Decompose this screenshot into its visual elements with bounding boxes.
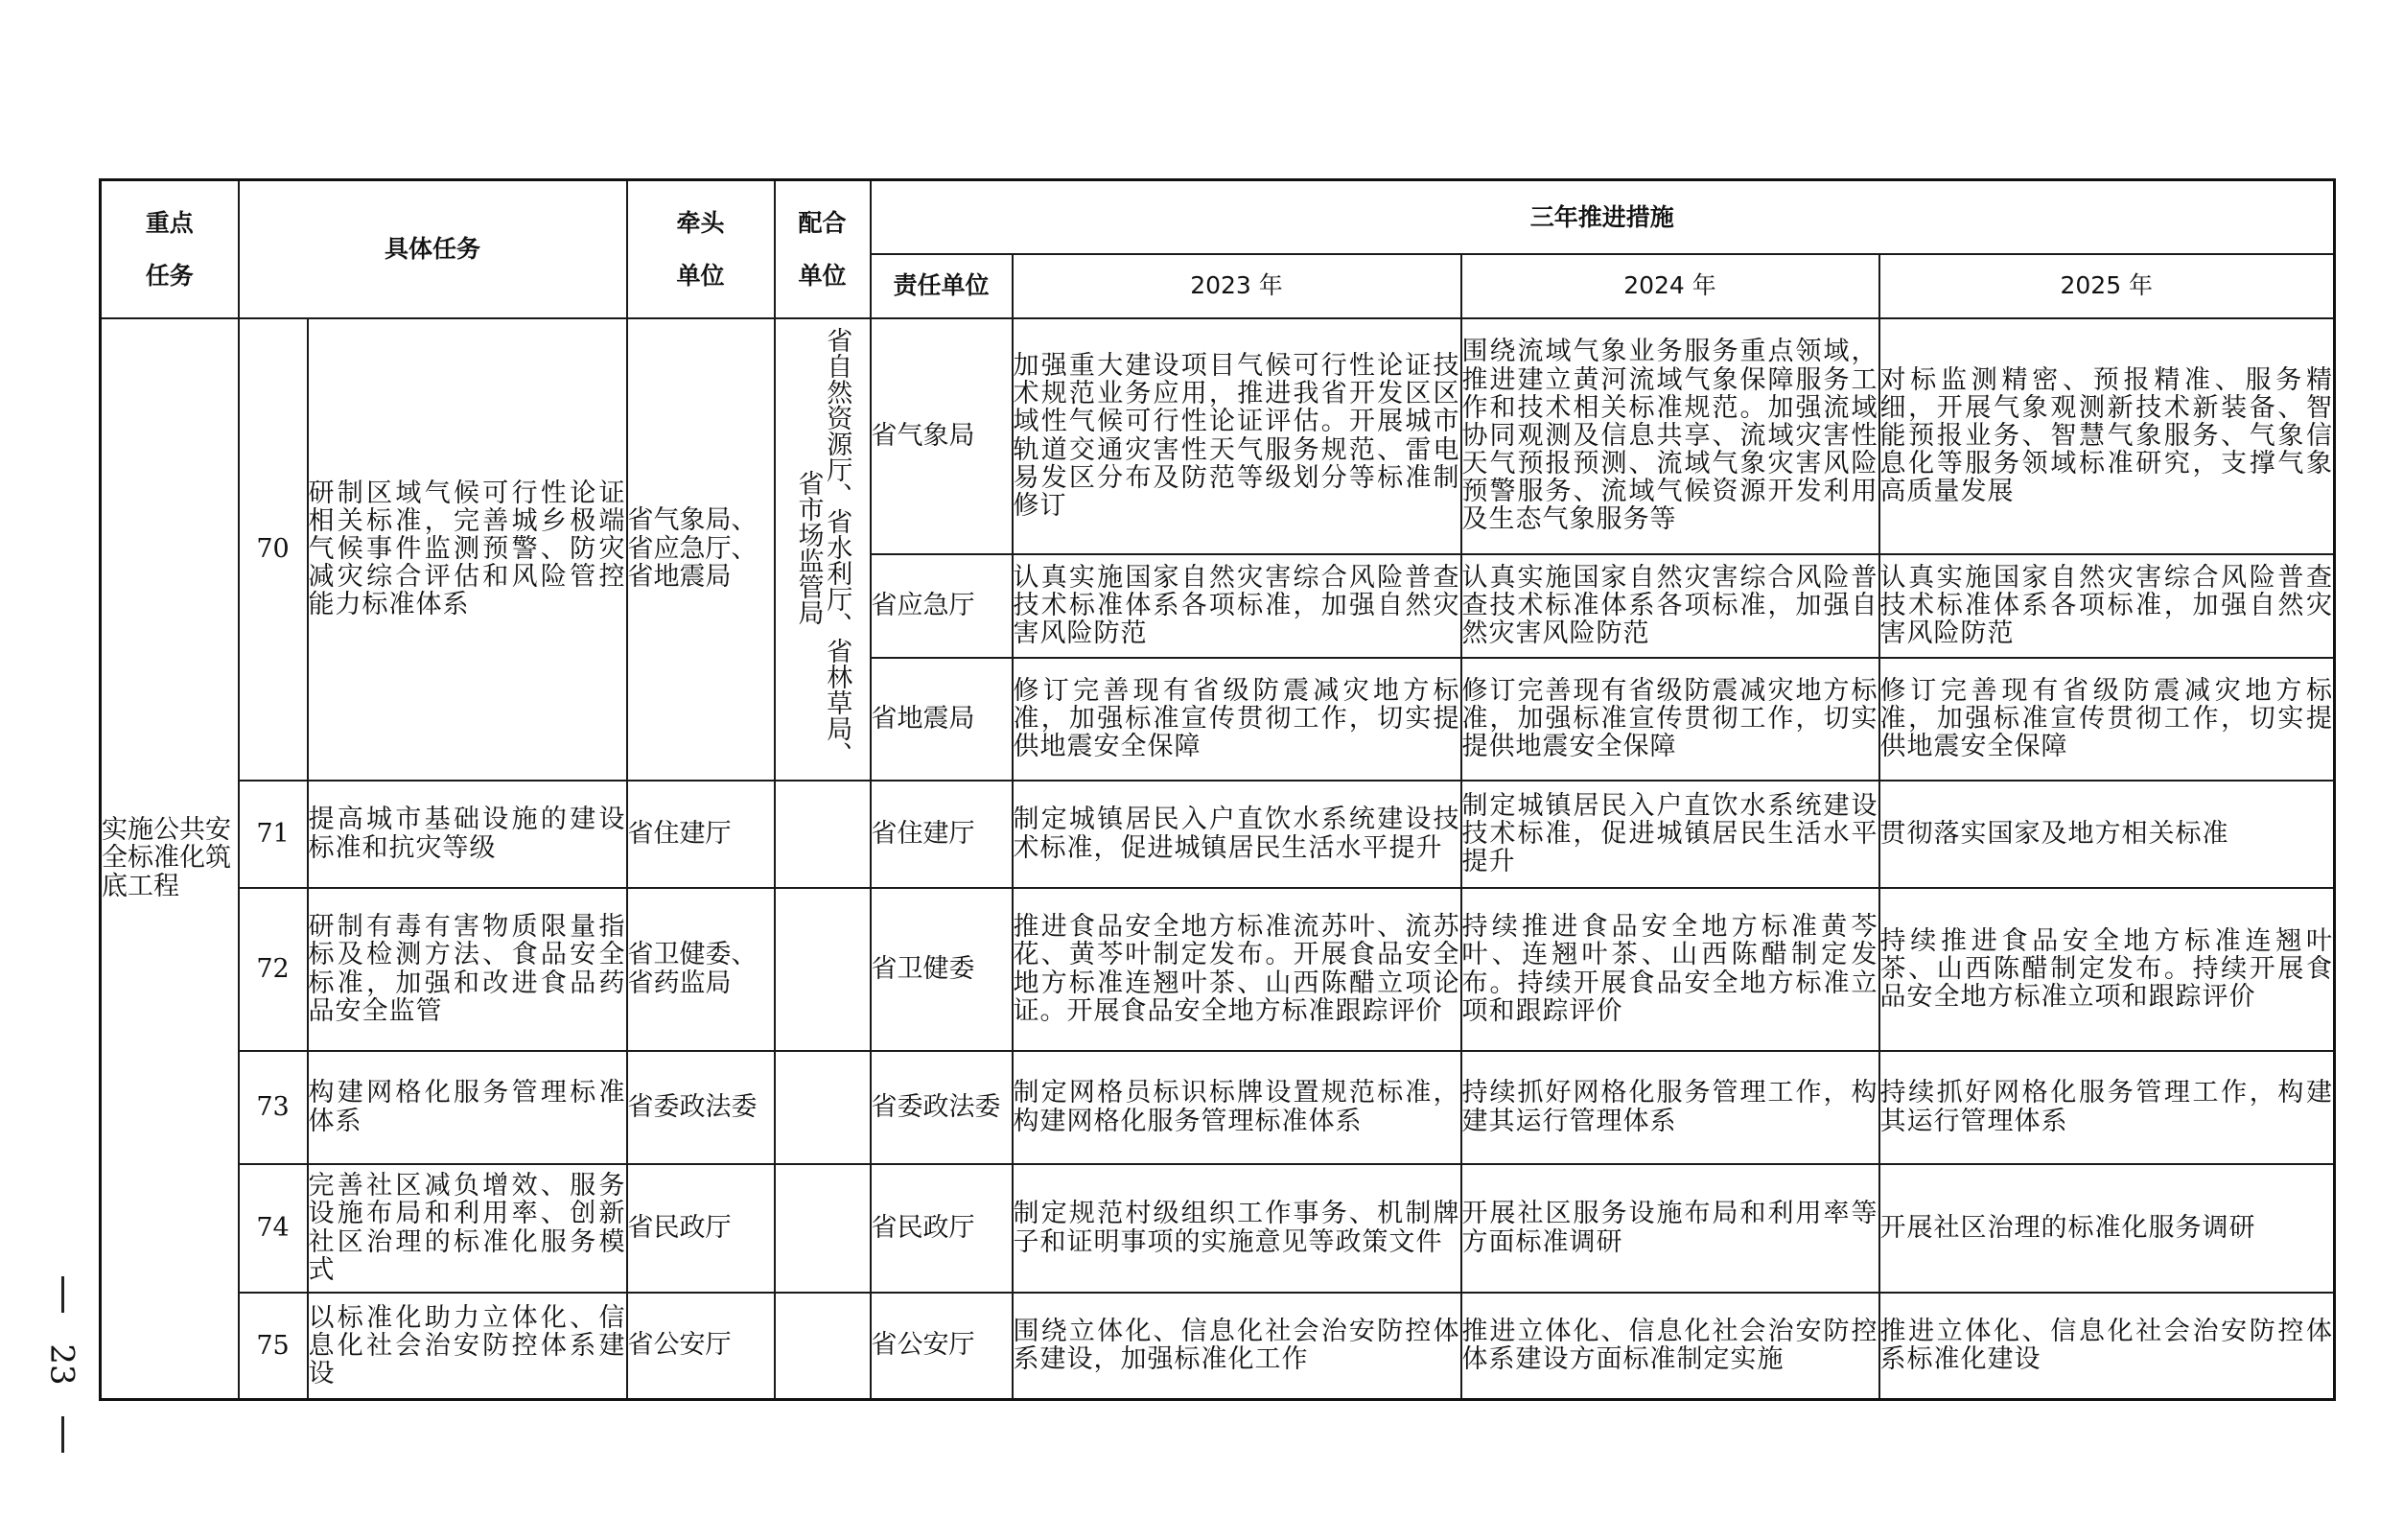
measure-2023: 围绕立体化、信息化社会治安防控体系建设，加强标准化工作: [1013, 1293, 1461, 1400]
header-lead-unit: 牵头单位: [627, 180, 775, 318]
header-2023: 2023 年: [1013, 254, 1461, 318]
resp-unit: 省委政法委: [871, 1051, 1013, 1164]
lead-unit: 省委政法委: [627, 1051, 775, 1164]
page-number-dash-top: [61, 1276, 64, 1313]
measure-2024: 制定城镇居民入户直饮水系统建设技术标准，促进城镇居民生活水平提升: [1461, 781, 1879, 888]
specific-task: 构建网格化服务管理标准体系: [308, 1051, 627, 1164]
header-2025: 2025 年: [1879, 254, 2335, 318]
measure-2023: 推进食品安全地方标准流苏叶、流苏花、黄芩叶制定发布。开展食品安全地方标准连翘叶茶、山西陈醋立项论证。开展食品安全地方标准跟踪评价: [1013, 888, 1461, 1051]
header-key-task: 重点任务: [101, 180, 239, 318]
measure-2025: 贯彻落实国家及地方相关标准: [1879, 781, 2335, 888]
specific-task: 以标准化助力立体化、信息化社会治安防控体系建设: [308, 1293, 627, 1400]
measure-2025: 对标监测精密、预报精准、服务精细，开展气象观测新技术新装备、智能预报业务、智慧气象服务、气象信息化等服务领域标准研究，支撑气象高质量发展: [1879, 318, 2335, 554]
measure-2024: 持续推进食品安全地方标准黄芩叶、连翘叶茶、山西陈醋制定发布。持续开展食品安全地方标准立项和跟踪评价: [1461, 888, 1879, 1051]
coop-unit: [775, 781, 871, 888]
measure-2025: 持续抓好网格化服务管理工作，构建其运行管理体系: [1879, 1051, 2335, 1164]
header-three-year: 三年推进措施: [871, 180, 2335, 254]
measure-2025: 推进立体化、信息化社会治安防控体系标准化建设: [1879, 1293, 2335, 1400]
page-number-dash-bottom: [61, 1416, 64, 1453]
header-2024: 2024 年: [1461, 254, 1879, 318]
key-task-cell: 实施公共安全标准化筑底工程: [101, 318, 239, 1400]
measure-2024: 推进立体化、信息化社会治安防控体系建设方面标准制定实施: [1461, 1293, 1879, 1400]
measure-2025: 开展社区治理的标准化服务调研: [1879, 1164, 2335, 1293]
row-number: 74: [239, 1164, 308, 1293]
row-number: 73: [239, 1051, 308, 1164]
lead-unit: 省民政厅: [627, 1164, 775, 1293]
measure-2025: 持续推进食品安全地方标准连翘叶茶、山西陈醋制定发布。持续开展食品安全地方标准立项和跟踪评价: [1879, 888, 2335, 1051]
coop-unit: [775, 1293, 871, 1400]
specific-task: 完善社区减负增效、服务设施布局和利用率、创新社区治理的标准化服务模式: [308, 1164, 627, 1293]
row-number: 72: [239, 888, 308, 1051]
measure-2023: 修订完善现有省级防震减灾地方标准，加强标准宣传贯彻工作，切实提供地震安全保障: [1013, 658, 1461, 781]
measure-2025: 修订完善现有省级防震减灾地方标准，加强标准宣传贯彻工作，切实提供地震安全保障: [1879, 658, 2335, 781]
header-specific-task: 具体任务: [239, 180, 627, 318]
page-number: [38, 1271, 86, 1462]
resp-unit: 省应急厅: [871, 554, 1013, 658]
resp-unit: 省住建厅: [871, 781, 1013, 888]
resp-unit: 省公安厅: [871, 1293, 1013, 1400]
specific-task: 提高城市基础设施的建设标准和抗灾等级: [308, 781, 627, 888]
resp-unit: 省气象局: [871, 318, 1013, 554]
coop-unit: 省自然资源厅、省水利厅、省林草局、省市场监管局: [775, 318, 871, 781]
row-number: 75: [239, 1293, 308, 1400]
row-number: 70: [239, 318, 308, 781]
measure-2023: 制定网格员标识标牌设置规范标准，构建网格化服务管理标准体系: [1013, 1051, 1461, 1164]
measure-2024: 修订完善现有省级防震减灾地方标准，加强标准宣传贯彻工作，切实提供地震安全保障: [1461, 658, 1879, 781]
measure-2023: 制定规范村级组织工作事务、机制牌子和证明事项的实施意见等政策文件: [1013, 1164, 1461, 1293]
measure-2023: 制定城镇居民入户直饮水系统建设技术标准，促进城镇居民生活水平提升: [1013, 781, 1461, 888]
measure-2023: 认真实施国家自然灾害综合风险普查技术标准体系各项标准，加强自然灾害风险防范: [1013, 554, 1461, 658]
measure-2024: 认真实施国家自然灾害综合风险普查技术标准体系各项标准，加强自然灾害风险防范: [1461, 554, 1879, 658]
lead-unit: 省气象局、省应急厅、省地震局: [627, 318, 775, 781]
specific-task: 研制有毒有害物质限量指标及检测方法、食品安全标准，加强和改进食品药品安全监管: [308, 888, 627, 1051]
row-number: 71: [239, 781, 308, 888]
lead-unit: 省公安厅: [627, 1293, 775, 1400]
measure-2024: 开展社区服务设施布局和利用率等方面标准调研: [1461, 1164, 1879, 1293]
coop-unit: [775, 1164, 871, 1293]
resp-unit: 省民政厅: [871, 1164, 1013, 1293]
lead-unit: 省住建厅: [627, 781, 775, 888]
header-coop-unit: 配合单位: [775, 180, 871, 318]
measure-2024: 围绕流域气象业务服务重点领域，推进建立黄河流域气象保障服务工作和技术相关标准规范。加强流域协同观测及信息共享、流域灾害性天气预报预测、流域气象灾害风险预警服务、流域气候资源开发利用及生态气象服务等: [1461, 318, 1879, 554]
lead-unit: 省卫健委、省药监局: [627, 888, 775, 1051]
coop-unit: [775, 888, 871, 1051]
measure-2024: 持续抓好网格化服务管理工作，构建其运行管理体系: [1461, 1051, 1879, 1164]
header-resp-unit: 责任单位: [871, 254, 1013, 318]
measure-2025: 认真实施国家自然灾害综合风险普查技术标准体系各项标准，加强自然灾害风险防范: [1879, 554, 2335, 658]
specific-task: 研制区域气候可行性论证相关标准，完善城乡极端气候事件监测预警、防灾减灾综合评估和风险管控能力标准体系: [308, 318, 627, 781]
measure-2023: 加强重大建设项目气候可行性论证技术规范业务应用，推进我省开发区区域性气候可行性论证评估。开展城市轨道交通灾害性天气服务规范、雷电易发区分布及防范等级划分等标准制修订: [1013, 318, 1461, 554]
resp-unit: 省卫健委: [871, 888, 1013, 1051]
coop-unit: [775, 1051, 871, 1164]
page-number-text: 23: [42, 1343, 82, 1386]
standards-table: [99, 178, 2336, 1401]
resp-unit: 省地震局: [871, 658, 1013, 781]
